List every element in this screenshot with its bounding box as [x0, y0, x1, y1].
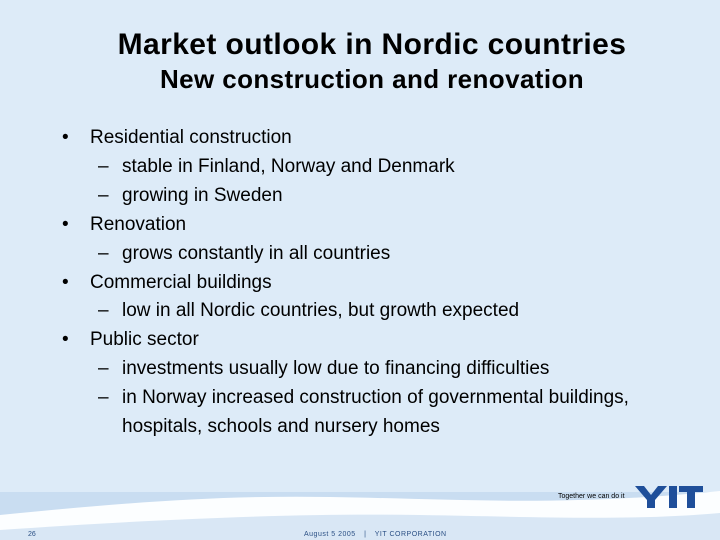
bullet-text: Public sector [90, 329, 199, 351]
footer-separator: | [364, 531, 367, 538]
sub-bullet-text: grows constantly in all countries [122, 242, 391, 264]
bullet-marker: • [62, 213, 69, 235]
bullet-renovation [62, 211, 702, 240]
sub-bullet [62, 384, 702, 413]
dash-marker: – [98, 358, 109, 380]
bullet-text: Commercial buildings [90, 271, 272, 293]
tagline: Together we can do it [558, 493, 625, 500]
dash-marker: – [98, 300, 109, 322]
footer-date: August 5 2005 [304, 531, 356, 538]
sub-bullet-text: growing in Sweden [122, 184, 283, 206]
sub-bullet-text: stable in Finland, Norway and Denmark [122, 155, 455, 177]
sub-bullet-text: investments usually low due to financing difficulties [122, 358, 550, 380]
sub-bullet [62, 153, 702, 182]
bullet-residential [62, 124, 702, 153]
sub-bullet-text: low in all Nordic countries, but growth expected [122, 300, 520, 322]
sub-bullet-continuation: hospitals, schools and nursery homes [122, 416, 440, 438]
sub-bullet-text: in Norway increased construction of governmental buildings, [122, 387, 629, 409]
page-number: 26 [28, 531, 36, 538]
dash-marker: – [98, 242, 109, 264]
yit-logo [634, 484, 704, 510]
dash-marker: – [98, 155, 109, 177]
bullet-text: Residential construction [90, 127, 292, 148]
bullet-text: Renovation [90, 213, 187, 235]
bullet-list [62, 124, 702, 442]
sub-bullet [62, 297, 702, 326]
slide-subtitle: New construction and renovation [159, 64, 585, 94]
dash-marker: – [98, 184, 109, 206]
bullet-marker: • [62, 271, 69, 293]
sub-bullet [62, 355, 702, 384]
sub-bullet [62, 182, 702, 211]
bullet-marker: • [62, 127, 69, 148]
bullet-commercial [62, 269, 702, 298]
slide-title: Market outlook in Nordic countries [117, 28, 627, 61]
dash-marker: – [98, 387, 109, 409]
bullet-marker: • [62, 329, 69, 351]
footer-company: YIT CORPORATION [374, 531, 447, 538]
footer-info [304, 531, 447, 538]
sub-bullet [62, 240, 702, 269]
bullet-public-sector [62, 326, 702, 355]
